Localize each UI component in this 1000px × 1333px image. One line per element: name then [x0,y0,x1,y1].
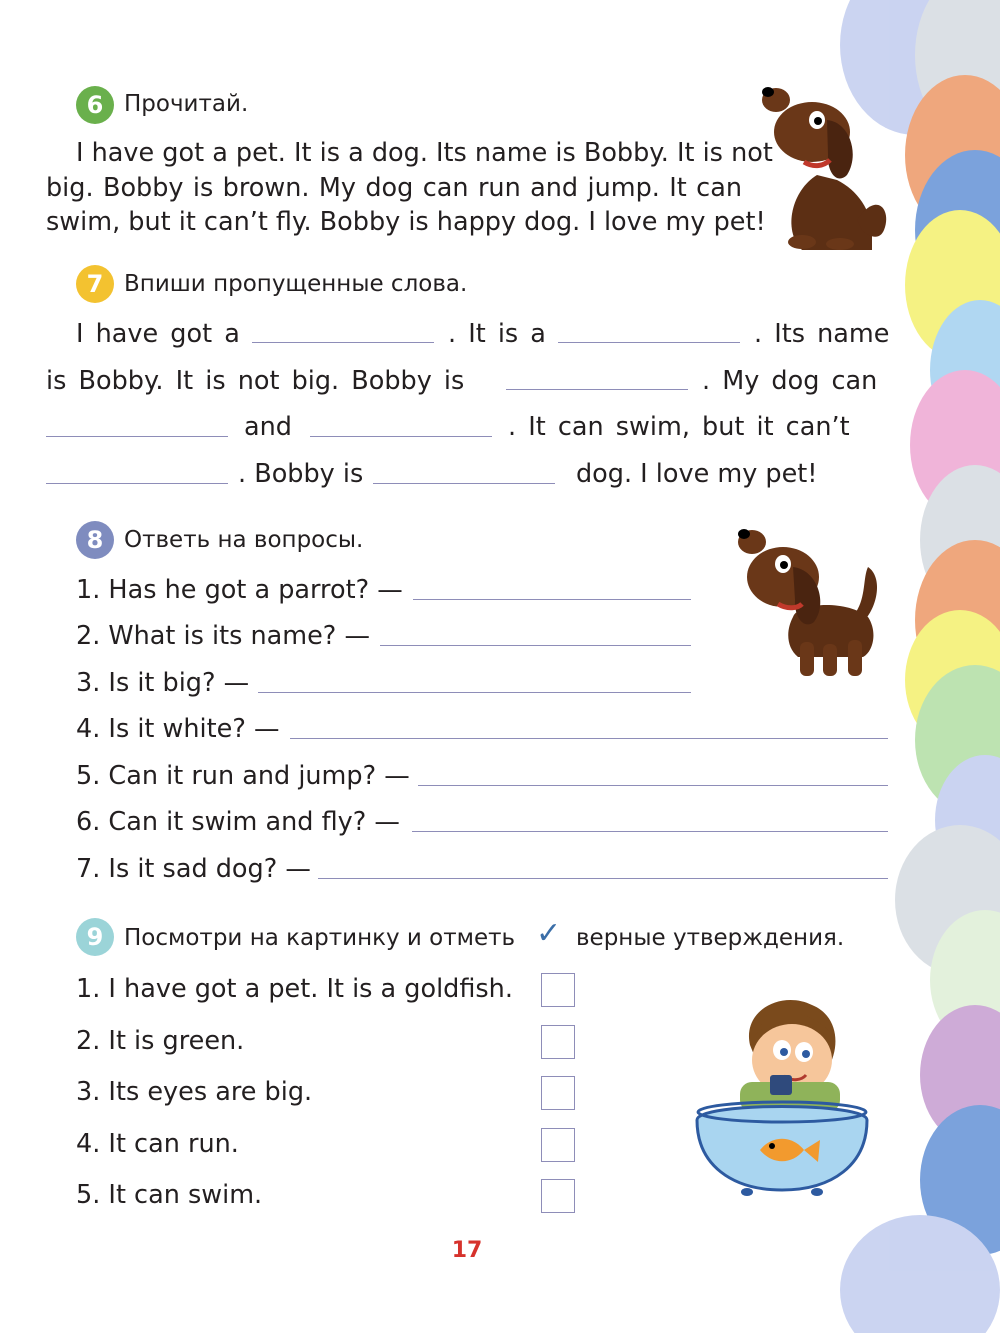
answer-line[interactable] [318,878,888,879]
answer-line[interactable] [558,342,740,343]
answer-line[interactable] [290,738,888,739]
statement-checkbox[interactable] [541,1128,575,1162]
fill-in-text: . Bobby is [238,459,364,489]
fill-in-text: . Its name [754,319,890,349]
check-mark-icon: ✓ [536,916,562,951]
answer-line[interactable] [412,831,888,832]
answer-line[interactable] [418,785,888,786]
task-instruction: Ответь на вопросы. [124,527,364,553]
question: 4. Is it white? — [76,714,280,744]
answer-line[interactable] [252,342,434,343]
statement-checkbox[interactable] [541,1179,575,1213]
fill-in-text: dog. I love my pet! [576,459,818,489]
fill-in-text: . It is a [448,319,546,349]
answer-line[interactable] [506,389,688,390]
answer-line[interactable] [258,692,691,693]
answer-line[interactable] [373,483,555,484]
question: 3. Is it big? — [76,668,250,698]
boy-goldfish-illustration [692,990,872,1200]
fill-in-text: and [244,412,292,442]
task-instruction: Прочитай. [124,91,249,117]
answer-line[interactable] [46,483,228,484]
reading-text-line: big. Bobby is brown. My dog can run and jump. It can [46,173,742,203]
statement-checkbox[interactable] [541,1025,575,1059]
statement: 3. Its eyes are big. [76,1077,313,1107]
statement: 1. I have got a pet. It is a goldfish. [76,974,513,1004]
reading-text-line: I have got a pet. It is a dog. Its name is Bobby. It is not [76,138,773,168]
task-number-badge: 6 [76,86,114,124]
answer-line[interactable] [310,436,492,437]
task-number-badge: 9 [76,918,114,956]
answer-line[interactable] [46,436,228,437]
statement: 4. It can run. [76,1129,239,1159]
task-instruction: Впиши пропущенные слова. [124,271,468,297]
question: 2. What is its name? — [76,621,370,651]
answer-line[interactable] [380,645,691,646]
statement: 5. It can swim. [76,1180,263,1210]
task-number-badge: 7 [76,265,114,303]
statement: 2. It is green. [76,1026,245,1056]
task-instruction: верные утверждения. [576,925,845,951]
question: 5. Can it run and jump? — [76,761,410,791]
question: 6. Can it swim and fly? — [76,807,400,837]
statement-checkbox[interactable] [541,1076,575,1110]
fill-in-text: I have got a [76,319,240,349]
page-number: 17 [451,1238,483,1263]
question: 7. Is it sad dog? — [76,854,311,884]
fill-in-text: is Bobby. It is not big. Bobby is [46,366,465,396]
dog-illustration [738,522,890,682]
statement-checkbox[interactable] [541,973,575,1007]
answer-line[interactable] [413,599,691,600]
question: 1. Has he got a parrot? — [76,575,403,605]
reading-text-line: swim, but it can’t fly. Bobby is happy dog. I love my pet! [46,207,766,237]
task-instruction: Посмотри на картинку и отметь [124,925,516,951]
fill-in-text: . My dog can [702,366,878,396]
dog-illustration [762,80,892,250]
task-number-badge: 8 [76,521,114,559]
fill-in-text: . It can swim, but it can’t [508,412,850,442]
